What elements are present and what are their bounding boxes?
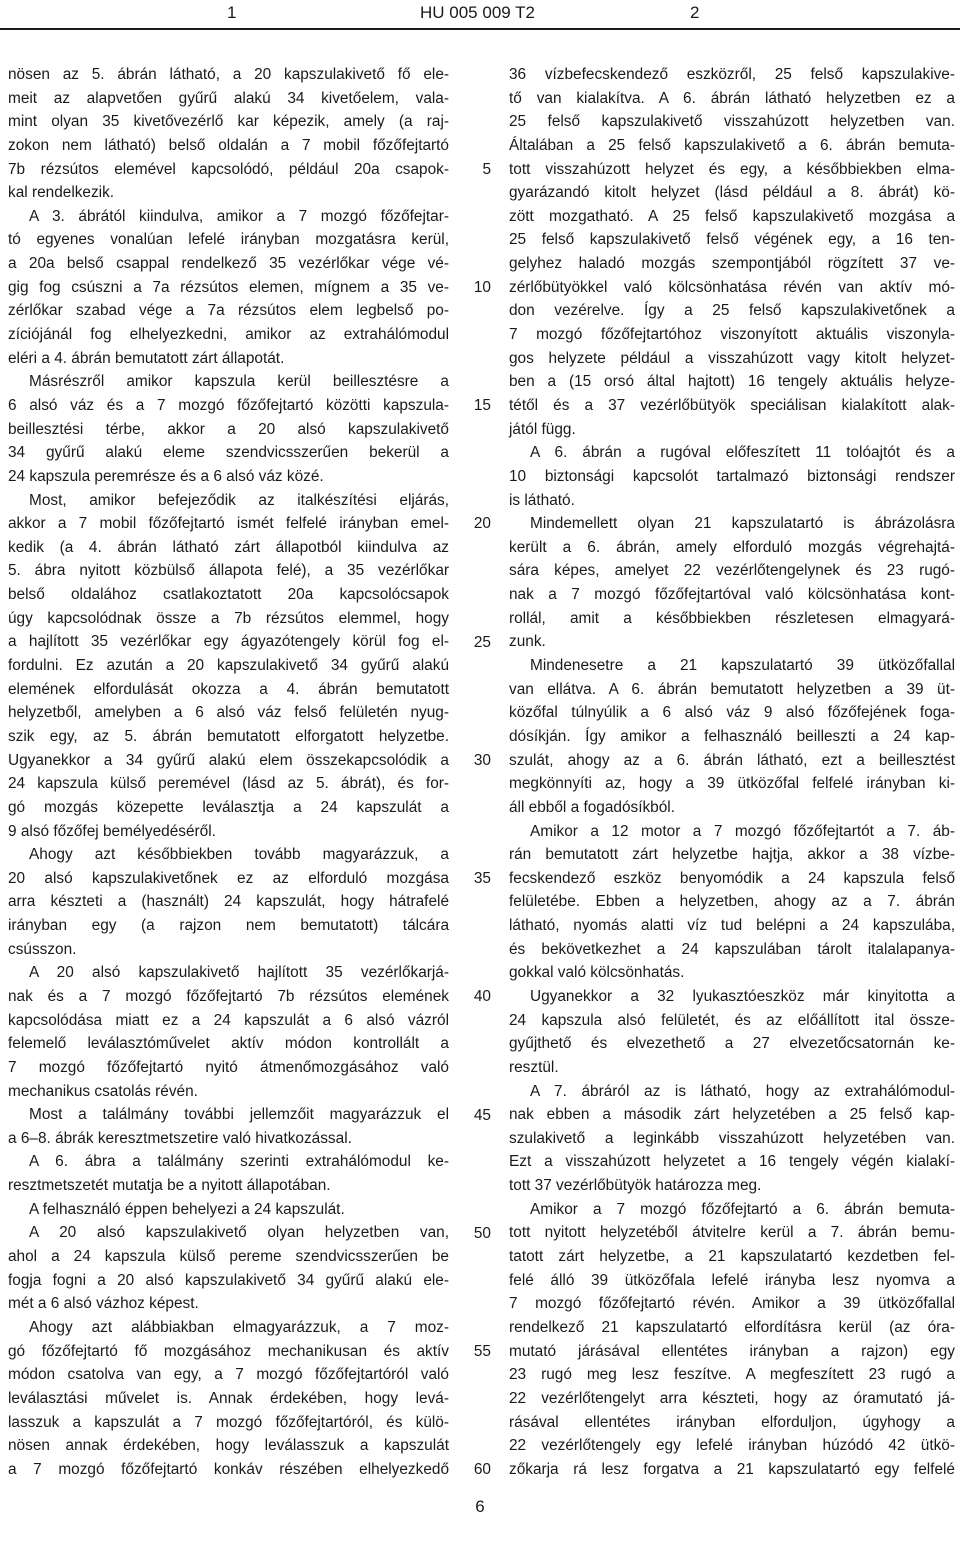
- right-column-line: sára képes, amelyet 22 vezérlőtengelynek és 23 rugó-: [509, 562, 955, 580]
- right-column-line: gyűjthető és elvezethető a 27 elvezetőcsatornán ke-: [509, 1035, 955, 1053]
- left-column-line: 24 kapszula külső peremével (lásd az 5. ábrát), és for-: [8, 775, 449, 793]
- left-column-line: arra készteti a (használt) 24 kapszulát, hogy hátrafelé: [8, 893, 449, 911]
- right-column-line: rendelkező 21 kapszulatartó elfordításra kerül (az óra-: [509, 1318, 955, 1336]
- right-column-line: került a 6. ábrán, amely elforduló mozgás végrehajtá-: [509, 538, 955, 556]
- document-number: HU 005 009 T2: [420, 3, 535, 22]
- left-column-line: elemének elfordulását okozza a 4. ábrán bemutatott: [8, 680, 449, 698]
- right-column-line: zőkarja rá lesz forgatva a 21 kapszulatartó egy felfelé: [509, 1460, 955, 1478]
- right-column-line: tatott zárt helyzetbe, a 21 kapszulatartó kezdetben fel-: [509, 1248, 955, 1266]
- left-column-line: nak és a 7 mozgó főzőfejtartó 7b rézsútos elemének: [8, 987, 449, 1005]
- left-column-line: kapcsolódása miatt ez a 24 kapszulát a 6 alsó vázról: [8, 1011, 449, 1029]
- left-column-line: akkor a 7 mobil főzőfejtartó ismét felfelé irányban emel-: [8, 515, 449, 533]
- right-column-line: Mindenesetre a 21 kapszulatartó 39 ütközőfallal: [530, 657, 955, 675]
- right-column-line: 7 mozgó főzőfejtartó révén. Amikor a 39 ütközőfallal: [509, 1295, 955, 1313]
- right-column-line: 22 vezérlőtengelyt arra készteti, hogy az óramutató já-: [509, 1389, 955, 1407]
- left-column-line: 7 mozgó főzőfejtartó nyitó átmenőmozgásához való: [8, 1058, 449, 1076]
- right-column-line: felé álló 39 ütközőfala lefelé irányba lesz nyomva a: [509, 1271, 955, 1289]
- left-column-line: helyzetből, amelyben a 6 alsó váz felső felületén nyug-: [8, 704, 449, 722]
- right-column-line: Ugyanekkor a 32 lyukasztóeszköz már kinyitotta a: [530, 987, 955, 1005]
- right-column-line: dósíkján. Így amikor a felhasználó beilleszti a 24 kap-: [509, 727, 955, 745]
- left-column-line: nösen az 5. ábrán látható, a 20 kapszulakivető fő ele-: [8, 66, 449, 83]
- right-column-line: gyarázandó kitolt helyzet (lásd például a 8. ábrát) kö-: [509, 184, 955, 202]
- left-column-line: zíciójánál fog elhelyezkedni, amikor az extrahálómodul: [8, 326, 449, 344]
- right-column-line: 24 kapszula alsó felületét, és az előállított ital össze-: [509, 1011, 955, 1029]
- left-column-line: gó mozgás közepette leválasztja a 24 kapszulát a: [8, 798, 449, 816]
- right-column-line: szulát, ahogy az a 6. ábrán látható, ezt a beillesztést: [509, 751, 955, 769]
- right-column-line: látható, nyomás alatti víz tud belépni a 24 kapszulába,: [509, 917, 955, 935]
- left-column-line: 7b rézsútos elemével kapcsolódó, például 20a csapok-: [8, 160, 449, 178]
- right-column-line: van ellátva. A 6. ábrán bemutatott helyzetben a 39 üt-: [509, 680, 955, 698]
- right-page-number: 2: [690, 3, 700, 22]
- margin-line-number: 45: [473, 1106, 491, 1124]
- right-column-line: gokkal való kölcsönhatás.: [509, 964, 685, 982]
- left-column-line: 24 kapszula peremrésze és a 6 alsó váz közé.: [8, 467, 324, 485]
- right-column-line: Mindemellett olyan 21 kapszulatartó is ábrázolásra: [530, 515, 955, 533]
- right-text-column: [509, 63, 955, 1481]
- left-column-line: lasszuk a kapszulát a 7 mozgó főzőfejtartóról, és külö-: [8, 1413, 449, 1431]
- left-column-line: A 20 alsó kapszulakivető hajlított 35 vezérlőkarjá-: [29, 964, 449, 982]
- left-column-line: fordulni. Ez azután a 20 kapszulakivető 34 gyűrű alakú: [8, 657, 449, 675]
- left-column-line: nösen annak érdekében, hogy leválasszuk a kapszulát: [8, 1437, 449, 1455]
- left-column-line: mechanikus csatolás révén.: [8, 1082, 198, 1100]
- right-column-line: don vezérelve. Így a 25 felső kapszulakivetőnek a: [509, 302, 955, 320]
- margin-line-number: 15: [473, 397, 491, 415]
- margin-line-number: 60: [473, 1461, 491, 1479]
- left-column-line: 5. ábra nyitott közbülső állapota felé), a 35 vezérlőkar: [8, 562, 449, 580]
- page-footer-number: 6: [475, 1497, 485, 1516]
- left-column-line: a 6–8. ábrák keresztmetszetire való hivatkozással.: [8, 1129, 352, 1147]
- right-column-line: zött mozgatható. A 25 felső kapszulakivető mozgása a: [509, 207, 955, 225]
- left-column-line: ahol a 24 kapszula külső pereme szendvicsszerűen be: [8, 1248, 449, 1266]
- right-column-line: tétől és a 37 vezérlőbütyök speciálisan kialakított alak-: [509, 396, 955, 414]
- right-column-line: Ezt a visszahúzott helyzetet a 16 tengely végén kialakí-: [509, 1153, 955, 1171]
- right-column-line: 23 rugó meg lesz feszítve. A megfeszített 23 rugó a: [509, 1366, 955, 1384]
- right-column-line: és bekövetkezhet a 24 kapszulában tárolt italalapanya-: [509, 940, 955, 958]
- left-column-line: Most, amikor befejeződik az italkészítési eljárás,: [29, 491, 449, 509]
- right-column-line: A 7. ábráról az is látható, hogy az extrahálómodul-: [530, 1082, 955, 1100]
- right-column-line: is látható.: [509, 491, 575, 509]
- margin-line-number: 55: [473, 1343, 491, 1361]
- right-column-line: 7 mozgó főzőfejtartóhoz viszonyított aktuális viszonyla-: [509, 326, 955, 344]
- right-column-line: megkönnyíti az, hogy a 39 ütközőfal felfelé irányban ki-: [509, 775, 955, 793]
- left-column-line: mét a 6 alsó vázhoz képest.: [8, 1295, 199, 1313]
- right-column-line: rán bemutatott zárt helyzetbe hajtja, akkor a 38 vízbe-: [509, 846, 955, 864]
- right-column-line: áll ebből a fogadósíkból.: [509, 798, 675, 816]
- right-column-line: A 6. ábrán a rugóval előfeszített 11 tolóajtót és a: [530, 444, 955, 462]
- right-column-line: jától függ.: [509, 420, 576, 438]
- left-column-line: kedik (a 4. ábrán látható zárt állapotból kiindulva az: [8, 538, 449, 556]
- left-column-line: zokon nem látható) belső oldalán a 7 mobil főzőfejtartó: [8, 136, 449, 154]
- left-column-line: A 3. ábrától kiindulva, amikor a 7 mozgó főzőfejtar-: [29, 207, 449, 225]
- right-column-line: Általában a 25 felső kapszulakivető a 6. ábrán bemuta-: [509, 136, 955, 154]
- left-column-line: beillesztési térbe, akkor a 20 alsó kapszulakivető: [8, 420, 449, 438]
- left-column-line: módon csatolva van egy, a 7 mozgó főzőfejtartóról való: [8, 1366, 449, 1384]
- left-column-line: eléri a 4. ábrán bemutatott zárt állapotát.: [8, 349, 285, 367]
- left-column-line: resztmetszetét mutatja be a nyitott állapotában.: [8, 1177, 331, 1195]
- left-column-line: A 20 alsó kapszulakivető olyan helyzetben van,: [29, 1224, 449, 1242]
- right-column-line: Amikor a 12 motor a 7 mozgó főzőfejtartót a 7. áb-: [530, 822, 955, 840]
- right-column-line: tő van kialakítva. A 6. ábrán látható helyzetben ez a: [509, 89, 955, 107]
- left-column-line: gó főzőfejtartó fő mozgásához mechanikusan és aktív: [8, 1342, 449, 1360]
- right-column-line: tott visszahúzott helyzet és egy, a későbbiekben elma-: [509, 160, 955, 178]
- left-column-line: 34 gyűrű alakú eleme szendvicsszerűen bekerül a: [8, 444, 449, 462]
- left-column-line: tó egyenes vonalúan lefelé irányban mozgatásra kerül,: [8, 231, 449, 249]
- margin-line-number: 50: [473, 1224, 491, 1242]
- right-column-line: fecskendező eszköz benyomódik a 24 kapszula felső: [509, 869, 955, 887]
- right-column-line: mutató járásával ellentétes irányban a rajzon) egy: [509, 1342, 955, 1360]
- left-column-line: zérlőkar szabad vége a 7a rézsútos elem legbelső po-: [8, 302, 449, 320]
- left-column-line: 6 alsó váz és a 7 mozgó főzőfejtartó közötti kapszula-: [8, 396, 449, 414]
- margin-line-number: 40: [473, 988, 491, 1006]
- left-column-line: Ahogy azt alábbiakban elmagyarázzuk, a 7 moz-: [29, 1318, 449, 1336]
- margin-line-number: 10: [473, 278, 491, 296]
- header-rule: [0, 28, 960, 30]
- margin-line-number: 30: [473, 751, 491, 769]
- right-column-line: gelyhez haladó mozgás szempontjából rögzített 37 ve-: [509, 255, 955, 273]
- right-column-line: Amikor a 7 mozgó főzőfejtartó a 6. ábrán bemuta-: [530, 1200, 955, 1218]
- right-column-line: rásával ellentétes irányban elforduljon, úgyhogy a: [509, 1413, 955, 1431]
- right-column-line: 22 vezérlőtengely egy lefelé irányban húzódó 42 ütkö-: [509, 1437, 955, 1455]
- right-column-line: 25 felső kapszulakivető visszahúzott helyzetben van.: [509, 113, 955, 131]
- left-text-column: [8, 63, 449, 1481]
- right-column-line: tott nyitott helyzetéből átvitelre kerül a 7. ábrán bemu-: [509, 1224, 955, 1242]
- right-column-line: 10 biztonsági kapcsolót tartalmazó biztonsági rendszer: [509, 467, 955, 485]
- right-column-line: nak a 7 mozgó főzőfejtartóval való kölcsönhatása kont-: [509, 586, 955, 604]
- left-column-line: A felhasználó éppen behelyezi a 24 kapszulát.: [29, 1200, 345, 1218]
- right-column-line: rollál, amit a későbbiekben részletesen elmagyará-: [509, 609, 955, 627]
- left-page-number: 1: [227, 3, 237, 22]
- left-column-line: Másrészről amikor kapszula kerül beillesztésre a: [29, 373, 449, 391]
- right-column-line: 25 felső kapszulakivető felső végének egy, a 16 ten-: [509, 231, 955, 249]
- left-column-line: irányban egy (a rajzon nem bemutatott) tálcára: [8, 917, 449, 935]
- left-column-line: kal rendelkezik.: [8, 184, 115, 202]
- left-column-line: 9 alsó főzőfej bemélyedéséről.: [8, 822, 216, 840]
- left-column-line: leválasztási művelet is. Annak érdekében, hogy levá-: [8, 1389, 449, 1407]
- left-column-line: belső oldalához csatlakoztatott 20a kapcsolócsapok: [8, 586, 449, 604]
- right-column-line: zunk.: [509, 633, 546, 651]
- left-column-line: Ugyanekkor a 34 gyűrű alakú elem összekapcsolódik a: [8, 751, 449, 769]
- right-column-line: zérlőbütyökkel való kölcsönhatása révén van aktív mó-: [509, 278, 955, 296]
- left-column-line: A 6. ábra a találmány szerinti extrahálómodul ke-: [29, 1153, 449, 1171]
- left-column-line: a hajlított 35 vezérlőkar egy ágyazótengely körül fog el-: [8, 633, 449, 651]
- left-column-line: Ahogy azt későbbiekben tovább magyarázzuk, a: [29, 846, 449, 864]
- left-column-line: felemelő leválasztóművelet aktív módon kontrollált a: [8, 1035, 449, 1053]
- left-column-line: a 20a belső csappal rendelkező 35 vezérlőkar vége vé-: [8, 255, 449, 273]
- left-column-line: szik egy, az 5. ábrán bemutatott elforgatott helyzetbe.: [8, 727, 449, 745]
- left-column-line: csússzon.: [8, 940, 77, 958]
- margin-line-number: 25: [473, 633, 491, 651]
- left-column-line: gig fog csúszni a 7a rézsútos elemen, mígnem a 35 ve-: [8, 278, 449, 296]
- right-column-line: 36 vízbefecskendező eszközről, 25 felső kapszulakive-: [509, 66, 955, 83]
- right-column-line: tott 37 vezérlőbütyök határozza meg.: [509, 1177, 762, 1195]
- margin-line-number: 5: [482, 160, 491, 178]
- right-column-line: szulakivető a leginkább visszahúzott helyzetében van.: [509, 1129, 955, 1147]
- left-column-line: 20 alsó kapszulakivetőnek ez az elforduló mozgása: [8, 869, 449, 887]
- right-column-line: gos helyzete például a visszahúzott vagy kitolt helyzet-: [509, 349, 955, 367]
- right-column-line: közőfal túlnyúlik a 6 alsó váz 9 alsó főzőfejének foga-: [509, 704, 955, 722]
- right-column-line: ben a (15 orsó által hajtott) 16 tengely aktuális helyze-: [509, 373, 955, 391]
- left-column-line: úgy kapcsolódnak össze a 7b rézsútos elemmel, hogy: [8, 609, 449, 627]
- left-column-line: a 7 mozgó főzőfejtartó konkáv részében elhelyezkedő: [8, 1460, 449, 1478]
- right-column-line: nak ebben a második zárt helyzetében a 25 felső kap-: [509, 1106, 955, 1124]
- margin-line-number: 35: [473, 870, 491, 888]
- margin-line-number: 20: [473, 515, 491, 533]
- left-column-line: fogja fogni a 20 alsó kapszulakivető 34 gyűrű alakú ele-: [8, 1271, 449, 1289]
- right-column-line: resztül.: [509, 1058, 559, 1076]
- left-column-line: mint olyan 35 kivetővezérlő kar képezik, amely (a raj-: [8, 113, 449, 131]
- page-header: [0, 0, 960, 30]
- left-column-line: Most a találmány további jellemzőit magyarázzuk el: [29, 1106, 449, 1124]
- left-column-line: meit az alapvetően gyűrű alakú 34 kivetőelem, vala-: [8, 89, 449, 107]
- right-column-line: felületébe. Ebben a helyzetben, ahogy az a 7. ábrán: [509, 893, 955, 911]
